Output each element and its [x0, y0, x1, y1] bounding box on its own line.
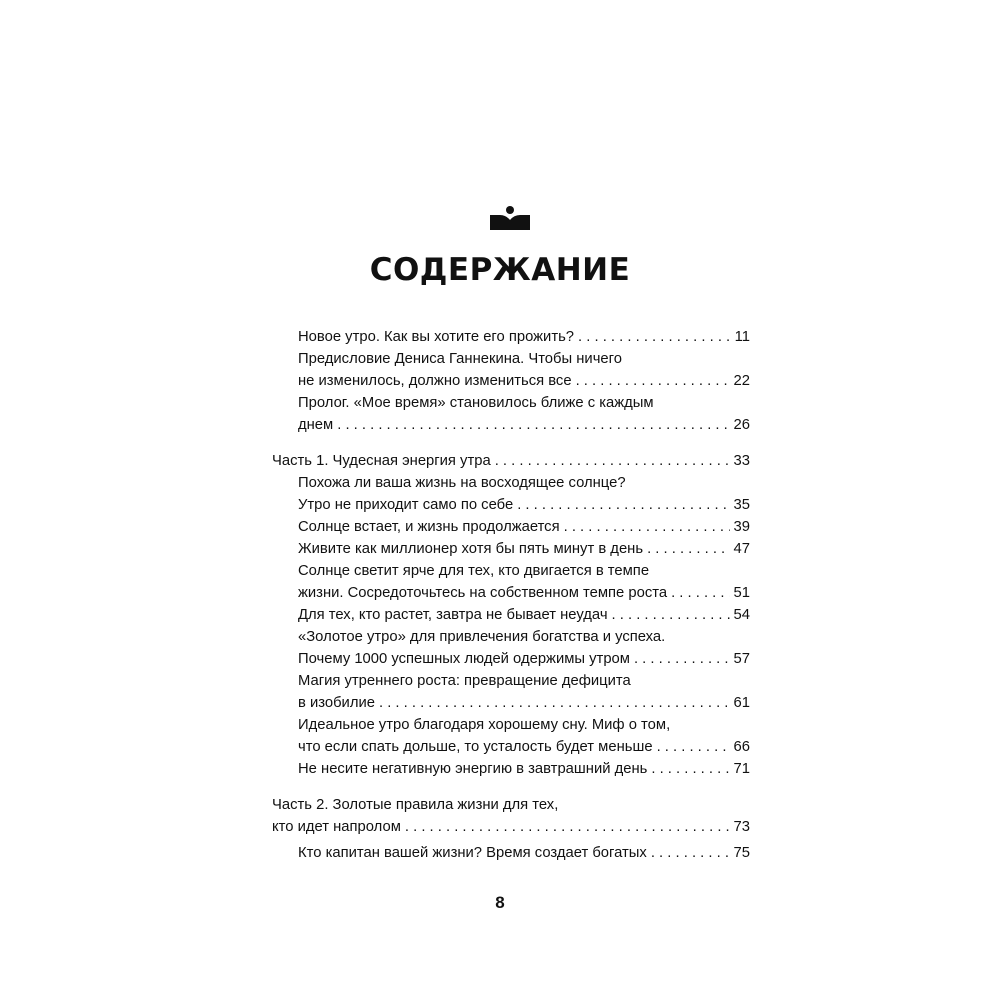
toc-entry[interactable] — [272, 604, 750, 626]
toc-entry-title: Новое утро. Как вы хотите его прожить? — [298, 329, 575, 345]
toc-page-number: 71 — [733, 761, 750, 777]
leader-dots — [495, 450, 730, 472]
toc-page-number: 51 — [733, 585, 750, 601]
toc-page-number: 33 — [733, 453, 750, 469]
toc-entry-title-cont: Утро не приходит само по себе — [298, 497, 514, 513]
toc-entry-title: Пролог. «Мое время» становилось ближе с каждым — [298, 395, 654, 411]
toc-entry-title: Для тех, кто растет, завтра не бывает неудач — [298, 607, 608, 623]
leader-dots — [578, 326, 731, 348]
leader-dots — [657, 736, 730, 758]
toc-entry-title: Магия утреннего роста: превращение дефицита — [298, 673, 631, 689]
toc-page-number: 47 — [733, 541, 750, 557]
toc-entry-title-cont: днем — [298, 417, 334, 433]
toc-page-number: 66 — [733, 739, 750, 755]
toc-entry[interactable] — [272, 326, 750, 348]
leader-dots — [612, 604, 730, 626]
toc-part-title: Часть 2. Золотые правила жизни для тех, — [272, 797, 559, 813]
leader-dots — [647, 538, 729, 560]
toc-entry-title-cont: не изменилось, должно измениться все — [298, 373, 572, 389]
toc-page-number: 22 — [733, 373, 750, 389]
toc-part-title-cont: кто идет напролом — [272, 819, 401, 835]
toc-entry[interactable] — [272, 670, 750, 714]
toc-entry[interactable] — [272, 758, 750, 780]
leader-dots — [379, 692, 730, 714]
leader-dots — [634, 648, 730, 670]
toc-page-number: 57 — [733, 651, 750, 667]
toc-entry[interactable] — [272, 392, 750, 436]
toc-entry-title-cont: жизни. Сосредоточьтесь на собственном темпе роста — [298, 585, 668, 601]
toc-entry-title: Предисловие Дениса Ганнекина. Чтобы ничего — [298, 351, 622, 367]
toc-page-number: 61 — [733, 695, 750, 711]
toc-page-number: 26 — [733, 417, 750, 433]
page-title: СОДЕРЖАНИЕ — [369, 252, 631, 288]
toc-entry-title: Идеальное утро благодаря хорошему сну. Миф о том, — [298, 717, 671, 733]
leader-dots — [564, 516, 730, 538]
toc-entry[interactable] — [272, 472, 750, 516]
toc-entry[interactable] — [272, 348, 750, 392]
toc-entry[interactable] — [272, 538, 750, 560]
toc-entry-title: Не несите негативную энергию в завтрашний день — [298, 761, 648, 777]
toc-entry[interactable] — [272, 516, 750, 538]
toc-part-heading[interactable] — [272, 450, 750, 472]
toc-entry-title-cont: в изобилие — [298, 695, 375, 711]
leader-dots — [337, 414, 729, 436]
toc-page-number: 54 — [733, 607, 750, 623]
leader-dots — [405, 816, 730, 838]
leader-dots — [651, 842, 730, 864]
table-of-contents — [272, 326, 750, 864]
toc-entry-title: Похожа ли ваша жизнь на восходящее солнце? — [298, 475, 626, 491]
leader-dots — [671, 582, 729, 604]
toc-entry-title: Солнце светит ярче для тех, кто двигается в темпе — [298, 563, 650, 579]
toc-entry-title: «Золотое утро» для привлечения богатства и успеха. — [298, 629, 666, 645]
toc-entry-title-cont: что если спать дольше, то усталость будет меньше — [298, 739, 653, 755]
page-number: 8 — [495, 893, 505, 912]
toc-entry[interactable] — [272, 842, 750, 864]
toc-entry[interactable] — [272, 714, 750, 758]
toc-entry-title-cont: Почему 1000 успешных людей одержимы утром — [298, 651, 630, 667]
toc-page-number: 39 — [733, 519, 750, 535]
toc-entry-title: Живите как миллионер хотя бы пять минут в день — [298, 541, 644, 557]
leader-dots — [651, 758, 729, 780]
open-book-with-dot-icon — [490, 206, 530, 230]
toc-page-number: 35 — [733, 497, 750, 513]
toc-entry[interactable] — [272, 626, 750, 670]
toc-part-title: Часть 1. Чудесная энергия утра — [272, 453, 491, 469]
toc-page-number: 73 — [733, 819, 750, 835]
toc-entry-title: Кто капитан вашей жизни? Время создает богатых — [298, 845, 647, 861]
leader-dots — [576, 370, 730, 392]
leader-dots — [517, 494, 729, 516]
toc-page-number: 75 — [733, 845, 750, 861]
toc-entry-title: Солнце встает, и жизнь продолжается — [298, 519, 560, 535]
toc-entry[interactable] — [272, 560, 750, 604]
toc-page-number: 11 — [734, 329, 750, 345]
toc-part-heading[interactable] — [272, 794, 750, 838]
